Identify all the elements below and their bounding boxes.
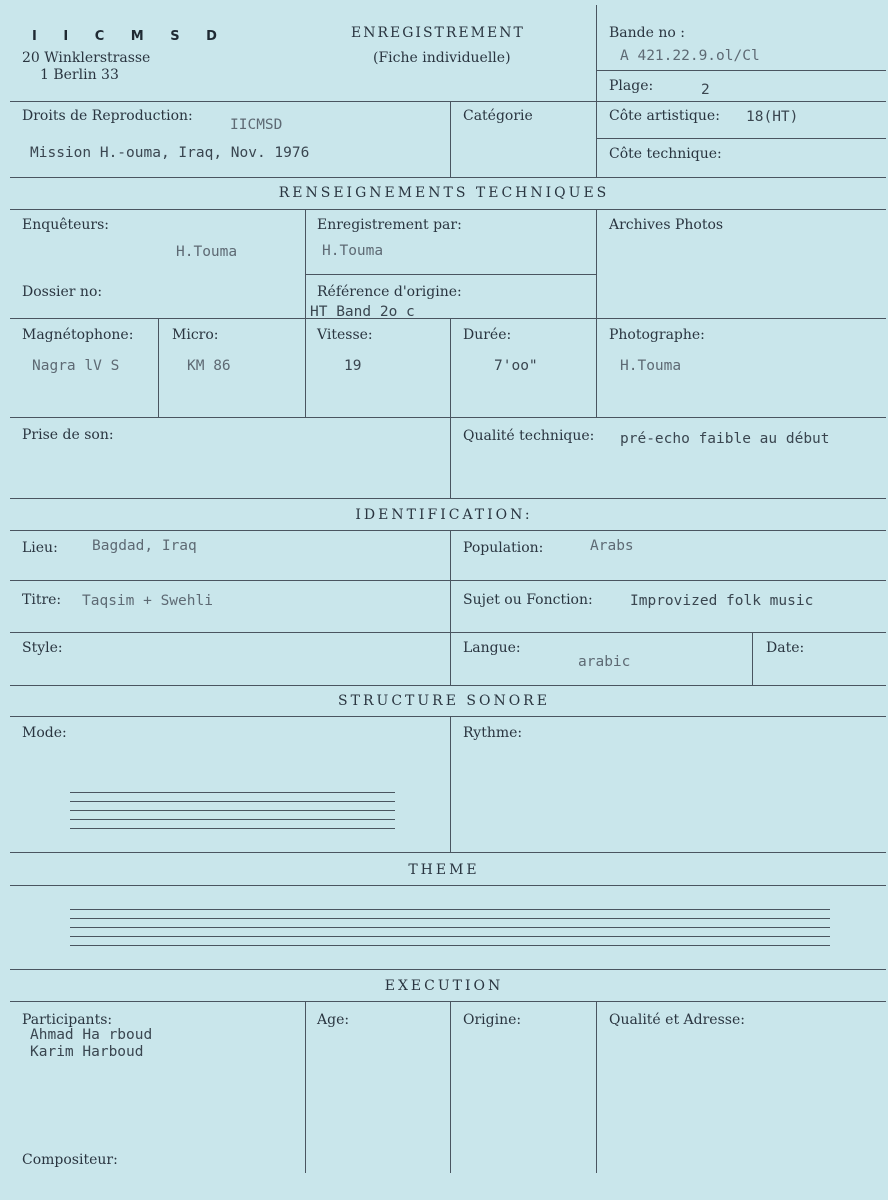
titre-value: Taqsim + Swehli: [82, 593, 213, 609]
population-label: Population:: [463, 540, 544, 556]
identification-section-title: IDENTIFICATION:: [355, 507, 533, 523]
langue-label: Langue:: [463, 640, 521, 656]
lieu-label: Lieu:: [22, 540, 58, 556]
mode-staff-line: [70, 792, 395, 793]
duree-value: 7'oo": [494, 358, 538, 374]
divider-date: [752, 632, 753, 685]
cote-artistique-label: Côte artistique:: [609, 108, 720, 124]
divider-vitesse: [305, 318, 306, 417]
participant-1: Ahmad Ha rboud: [30, 1027, 153, 1043]
rule-above-execution: [10, 969, 886, 970]
duree-label: Durée:: [463, 327, 512, 343]
address-line-1: 20 Winklerstrasse: [22, 50, 151, 66]
droits-label: Droits de Reproduction:: [22, 108, 193, 124]
theme-staff-line: [70, 936, 830, 937]
divider-rythme: [450, 716, 451, 852]
rule-below-structure-title: [10, 716, 886, 717]
rule-below-technical-title: [10, 209, 886, 210]
enregistrement-label: Enregistrement par:: [317, 217, 462, 233]
rule-bande-plage: [596, 70, 886, 71]
population-value: Arabs: [590, 538, 634, 554]
rule-above-style: [10, 632, 886, 633]
participant-2: Karim Harboud: [30, 1044, 144, 1060]
magnetophone-value: Nagra lV S: [32, 358, 120, 374]
reference-label: Référence d'origine:: [317, 284, 462, 300]
compositeur-label: Compositeur:: [22, 1152, 118, 1168]
divider-categorie-left: [450, 101, 451, 177]
rule-above-technical: [10, 177, 886, 178]
droits-value: IICMSD: [230, 117, 283, 133]
divider-age: [305, 1001, 306, 1173]
address-line-2: 1 Berlin 33: [40, 67, 119, 83]
cote-artistique-value: 18(HT): [746, 109, 799, 125]
rule-above-titre: [10, 580, 886, 581]
structure-section-title: STRUCTURE SONORE: [338, 693, 550, 709]
style-label: Style:: [22, 640, 63, 656]
rule-cote: [596, 138, 886, 139]
rule-enregistrement: [305, 274, 596, 275]
rule-below-identification-title: [10, 530, 886, 531]
divider-qualite-adresse: [596, 1001, 597, 1173]
divider-photographe: [596, 318, 597, 417]
origine-label: Origine:: [463, 1012, 522, 1028]
date-label: Date:: [766, 640, 805, 656]
age-label: Age:: [317, 1012, 350, 1028]
theme-staff-line: [70, 945, 830, 946]
divider-header-right: [596, 5, 597, 177]
qualite-technique-label: Qualité technique:: [463, 428, 595, 444]
plage-label: Plage:: [609, 78, 654, 94]
bande-value: A 421.22.9.ol/Cl: [620, 48, 760, 64]
rule-above-prise: [10, 417, 886, 418]
plage-value: 2: [701, 82, 710, 98]
rythme-label: Rythme:: [463, 725, 523, 741]
execution-section-title: EXECUTION: [384, 978, 504, 994]
divider-origine: [450, 1001, 451, 1173]
enqueteurs-label: Enquêteurs:: [22, 217, 110, 233]
micro-label: Micro:: [172, 327, 219, 343]
divider-enqueteurs: [305, 209, 306, 318]
mission-value: Mission H.-ouma, Iraq, Nov. 1976: [30, 145, 310, 161]
enqueteurs-value: H.Touma: [176, 244, 238, 260]
photographe-label: Photographe:: [609, 327, 705, 343]
org-logo: I I C M S D: [32, 29, 228, 44]
rule-above-magnetophone: [10, 318, 886, 319]
rule-above-identification: [10, 498, 886, 499]
rule-below-execution-title: [10, 1001, 886, 1002]
titre-label: Titre:: [22, 592, 62, 608]
mode-staff-line: [70, 828, 395, 829]
theme-staff-line: [70, 927, 830, 928]
photographe-value: H.Touma: [620, 358, 682, 374]
rule-below-theme-title: [10, 885, 886, 886]
vitesse-label: Vitesse:: [317, 327, 373, 343]
sujet-value: Improvized folk music: [630, 593, 814, 609]
divider-identification: [450, 530, 451, 685]
divider-duree: [450, 318, 451, 498]
sujet-label: Sujet ou Fonction:: [463, 592, 593, 608]
mode-staff-line: [70, 819, 395, 820]
enregistrement-value: H.Touma: [322, 243, 384, 259]
micro-value: KM 86: [187, 358, 231, 374]
divider-archives: [596, 209, 597, 318]
mode-staff-line: [70, 810, 395, 811]
rule-above-structure: [10, 685, 886, 686]
mode-staff-line: [70, 801, 395, 802]
theme-section-title: THEME: [408, 862, 480, 878]
dossier-label: Dossier no:: [22, 284, 103, 300]
rule-below-header: [10, 101, 886, 102]
lieu-value: Bagdad, Iraq: [92, 538, 197, 554]
form-title: ENREGISTREMENT: [351, 25, 525, 41]
reference-value: HT Band 2o c: [310, 304, 415, 320]
cote-technique-label: Côte technique:: [609, 146, 722, 162]
bande-label: Bande no :: [609, 25, 685, 41]
theme-staff-line: [70, 909, 830, 910]
technical-section-title: RENSEIGNEMENTS TECHNIQUES: [278, 185, 610, 201]
langue-value: arabic: [578, 654, 631, 670]
archives-photos-label: Archives Photos: [609, 217, 724, 233]
qualite-technique-value: pré-echo faible au début: [620, 431, 830, 447]
participants-label: Participants:: [22, 1012, 113, 1028]
mode-label: Mode:: [22, 725, 67, 741]
vitesse-value: 19: [344, 358, 362, 374]
qualite-adresse-label: Qualité et Adresse:: [609, 1012, 745, 1028]
categorie-label: Catégorie: [463, 108, 533, 124]
magnetophone-label: Magnétophone:: [22, 327, 134, 343]
divider-micro: [158, 318, 159, 417]
prise-de-son-label: Prise de son:: [22, 427, 114, 443]
rule-above-theme: [10, 852, 886, 853]
theme-staff-line: [70, 918, 830, 919]
form-subtitle: (Fiche individuelle): [373, 50, 511, 66]
